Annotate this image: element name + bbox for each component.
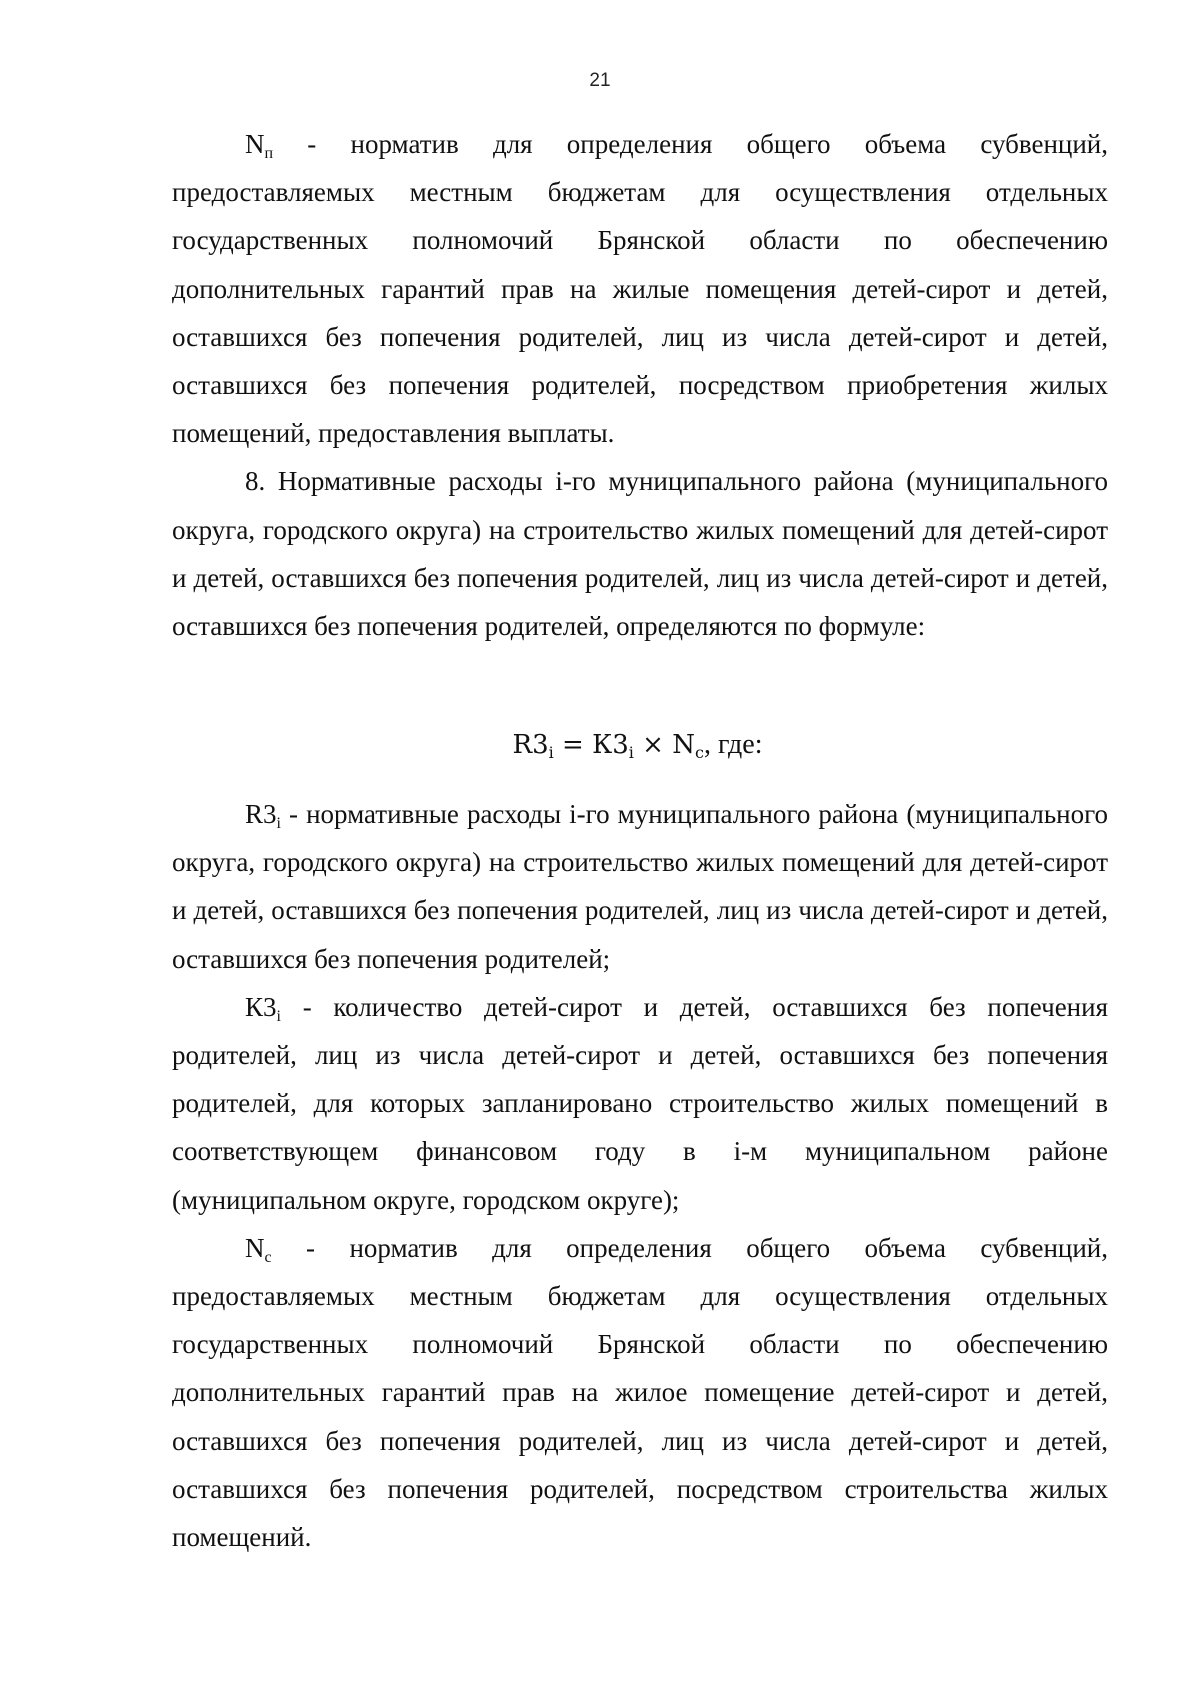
paragraph-np-definition: $N_п$ - норматив для определения общего объема субвенций, предоставляемых местным бюджетам для осуществления отдельных государственных полномочий Брянской области по обеспечению дополнительных гарантий прав на жилые помещения детей-сирот и детей, оставшихся без попечения родителей, лиц из числа детей-сирот и детей, оставшихся без попечения родителей, посредством приобретения жилых помещений, предоставления выплаты. [172,129,1108,449]
paragraph-k3i-definition: $К3_i$ - количество детей-сирот и детей, оставшихся без попечения родителей, лиц из числа детей-сирот и детей, оставшихся без попечения родителей, для которых запланировано строительство жилых помещений в соответствующем финансовом году в i-м муниципальном районе (муниципальном округе, городском округе); [172,991,1108,1215]
paragraph-r3i-definition: $R3_i$ - нормативные расходы i-го муниципального района (муниципального округа, городского округа) на строительство жилых помещений для детей-сирот и детей, оставшихся без попечения родителей, лиц из числа детей-сирот и детей, оставшихся без попечения родителей; [172,799,1108,974]
r3i-symbol: $R3_i$ [245,799,281,832]
nc-symbol: $N_c$ [245,1232,272,1266]
formula-nc: $N_c$ [672,730,704,762]
paragraph-nc-definition: $N_c$ - норматив для определения общего объема субвенций, предоставляемых местным бюджетам для осуществления отдельных государственных полномочий Брянской области по обеспечению дополнительных гарантий прав на жилое помещение детей-сирот и детей, оставшихся без попечения родителей, лиц из числа детей-сирот и детей, оставшихся без попечения родителей, посредством строительства жилых помещений. [172,1232,1108,1553]
formula-k3i: $К3_i$ [592,730,634,762]
formula-r3i: $R3_i$ [512,730,554,762]
paragraph-item-8: 8. Нормативные расходы i-го муниципального района (муниципального округа, городского округа) на строительство жилых помещений для детей-сирот и детей, оставшихся без попечения родителей, лиц из числа детей-сирот и детей, оставшихся без попечения родителей, определяются по формуле: [172,466,1108,642]
np-symbol: $N_п$ [245,129,274,162]
formula: $R3_i = К3_i \times N_c$, где: [512,729,763,762]
k3i-symbol: $К3_i$ [245,991,281,1025]
text-block-top [172,120,1108,650]
formula-suffix: , где: [703,729,763,760]
page-number: 21 [589,70,611,91]
text-block-bottom [172,790,1108,1561]
